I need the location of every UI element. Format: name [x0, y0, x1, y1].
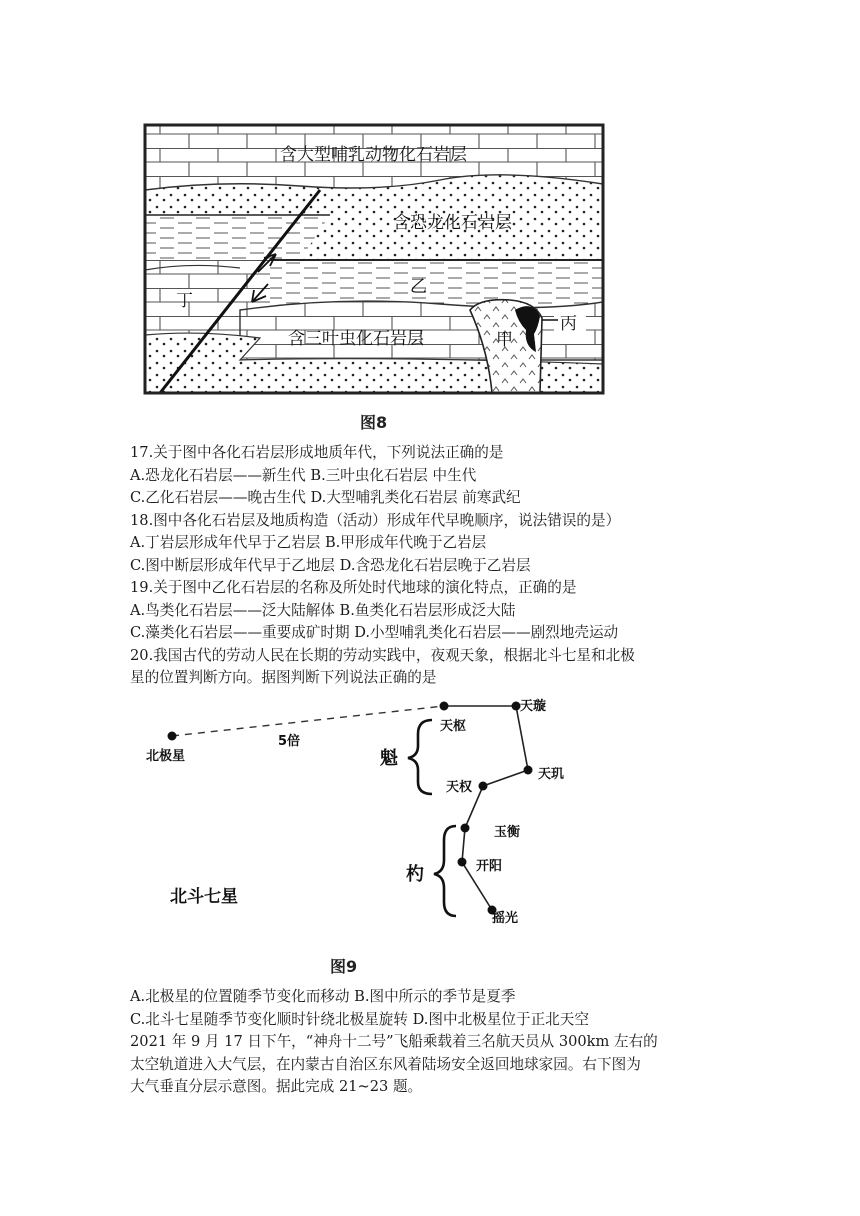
text-line: 太空轨道进入大气层，在内蒙古自治区东风着陆场安全返回地球家园。右下图为	[130, 1055, 641, 1073]
star-polaris	[168, 732, 177, 741]
text-line: 星的位置判断方向。据图判断下列说法正确的是	[130, 669, 437, 686]
text-line: C.藻类化石岩层——重要成矿时期 D.小型哺乳类化石岩层——剧烈地壳运动	[130, 624, 619, 641]
label-bing: 丙	[560, 314, 577, 334]
label-dinosaur-layer: 含恐龙化石岩层	[393, 213, 512, 233]
label-mammal-layer: 含大型哺乳动物化石岩层	[280, 145, 467, 165]
text-line: C.北斗七星随季节变化顺时针绕北极星旋转 D.图中北极星位于正北天空	[130, 1010, 589, 1028]
label-tianquan: 天权	[446, 780, 473, 795]
text-line: 18.图中各化石岩层及地质构造（活动）形成年代早晚顺序，说法错误的是）	[130, 511, 621, 529]
questions-20-23-intro	[130, 986, 750, 1099]
label-kaiyang: 开阳	[476, 859, 503, 874]
label-times: 5倍	[278, 734, 301, 749]
label-tianshu: 天枢	[440, 719, 467, 734]
text-line: A.北极星的位置随季节变化而移动 B.图中所示的季节是夏季	[130, 988, 516, 1005]
star-tianquan	[479, 782, 488, 791]
text-line: A.恐龙化石岩层——新生代 B.三叶虫化石岩层 中生代	[130, 466, 477, 484]
text-line: C.乙化石岩层——晚古生代 D.大型哺乳类化石岩层 前寒武纪	[130, 489, 521, 506]
label-tianxuan: 天璇	[520, 699, 547, 714]
label-jia: 甲	[496, 330, 513, 350]
label-ding: 丁	[176, 291, 193, 311]
text-line: 2021 年 9 月 17 日下午，“神舟十二号”飞船乘载着三名航天员从 300km 左右的	[130, 1033, 658, 1050]
label-tianji: 天玑	[538, 767, 565, 782]
star-tianji	[524, 766, 533, 775]
label-polaris: 北极星	[146, 749, 186, 764]
text-line: A.丁岩层形成年代早于乙岩层 B.甲形成年代晚于乙岩层	[130, 534, 487, 551]
label-trilobite-layer: 含三叶虫化石岩层	[288, 329, 424, 349]
figure-9-caption: 图9	[330, 957, 358, 976]
label-shao: 杓	[406, 864, 424, 885]
star-kaiyang	[458, 858, 467, 867]
text-line: 17.关于图中各化石岩层形成地质年代，下列说法正确的是	[130, 444, 504, 461]
kui-brace	[408, 720, 432, 794]
text-line: 19.关于图中乙化石岩层的名称及所处时代地球的演化特点，正确的是	[130, 579, 577, 596]
label-yi: 乙	[410, 277, 427, 297]
star-yuheng	[461, 824, 470, 833]
label-yuheng: 玉衡	[494, 825, 521, 840]
figure-8-caption: 图8	[360, 413, 388, 432]
text-line: C.图中断层形成年代早于乙地层 D.含恐龙化石岩层晚于乙岩层	[130, 556, 531, 574]
figure-8-geologic-section	[140, 120, 610, 400]
text-line: 20.我国古代的劳动人民在长期的劳动实践中，夜观天象，根据北斗七星和北极	[130, 646, 635, 664]
label-yaoguang: 摇光	[492, 911, 519, 926]
text-line: A.鸟类化石岩层——泛大陆解体 B.鱼类化石岩层形成泛大陆	[130, 601, 516, 619]
figure-9-big-dipper	[140, 690, 600, 930]
figure-9-title: 北斗七星	[170, 887, 238, 907]
star-tianshu	[440, 702, 449, 711]
shao-brace	[434, 826, 456, 916]
text-line: 大气垂直分层示意图。据此完成 21~23 题。	[130, 1078, 423, 1095]
label-kui: 魁	[380, 748, 398, 769]
questions-17-20	[130, 442, 750, 690]
